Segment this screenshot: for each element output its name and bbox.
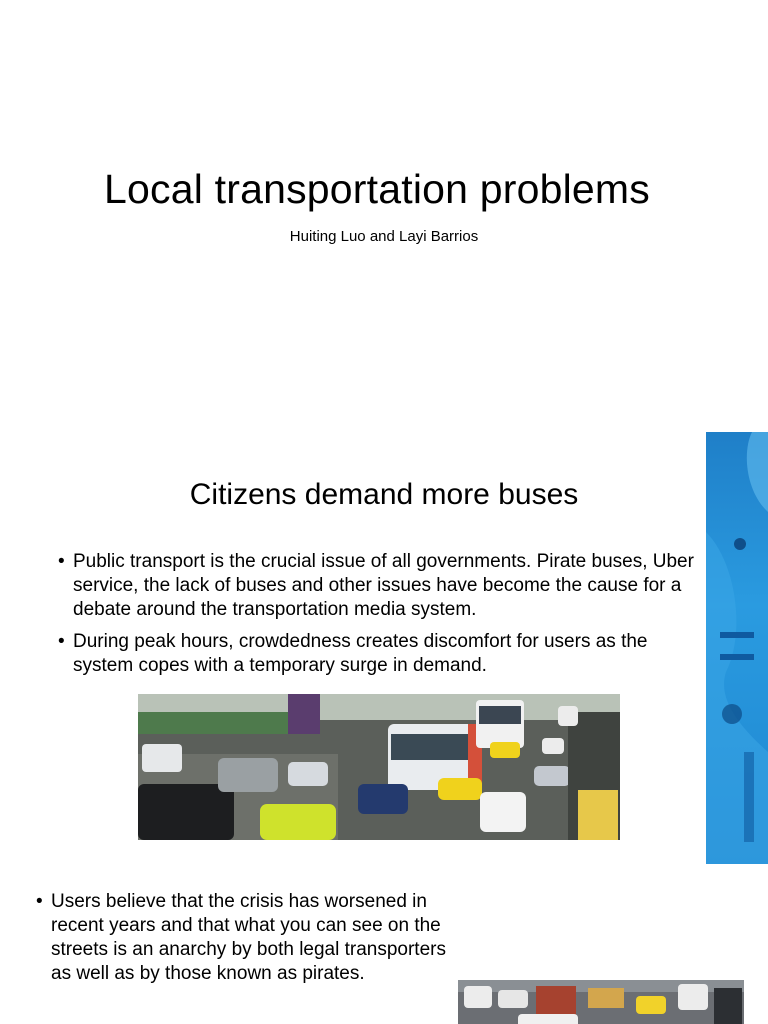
bullet-item xyxy=(58,550,698,622)
street-photo xyxy=(458,980,744,1024)
bullet-text: During peak hours, crowdedness creates discomfort for users as the system copes with a temporary surge in demand. xyxy=(73,631,648,676)
bullet-text: Public transport is the crucial issue of all governments. Pirate buses, Uber service, the lack of buses and other issues have become the cause for a debate around the transportation media system. xyxy=(73,551,694,620)
bullet-icon: • xyxy=(36,891,43,912)
slide-citizens-demand xyxy=(0,432,768,864)
bullet-icon: • xyxy=(58,551,65,572)
slide-crisis xyxy=(0,866,768,1024)
bullet-icon: • xyxy=(58,631,65,652)
bullet-list xyxy=(36,890,456,994)
decorative-strip xyxy=(706,432,768,864)
slide-title: Citizens demand more buses xyxy=(189,478,579,511)
presentation-authors: Huiting Luo and Layi Barrios xyxy=(289,228,479,245)
bullet-list xyxy=(58,550,698,686)
bullet-item xyxy=(58,630,698,678)
traffic-photo xyxy=(138,694,620,840)
presentation-title: Local transportation problems xyxy=(104,166,650,212)
title-slide xyxy=(0,0,768,430)
bullet-item xyxy=(36,890,456,986)
bullet-text: Users believe that the crisis has worsened in recent years and that what you can see on the streets is an anarchy by both legal transporters as well as by those known as pirates. xyxy=(51,891,446,984)
